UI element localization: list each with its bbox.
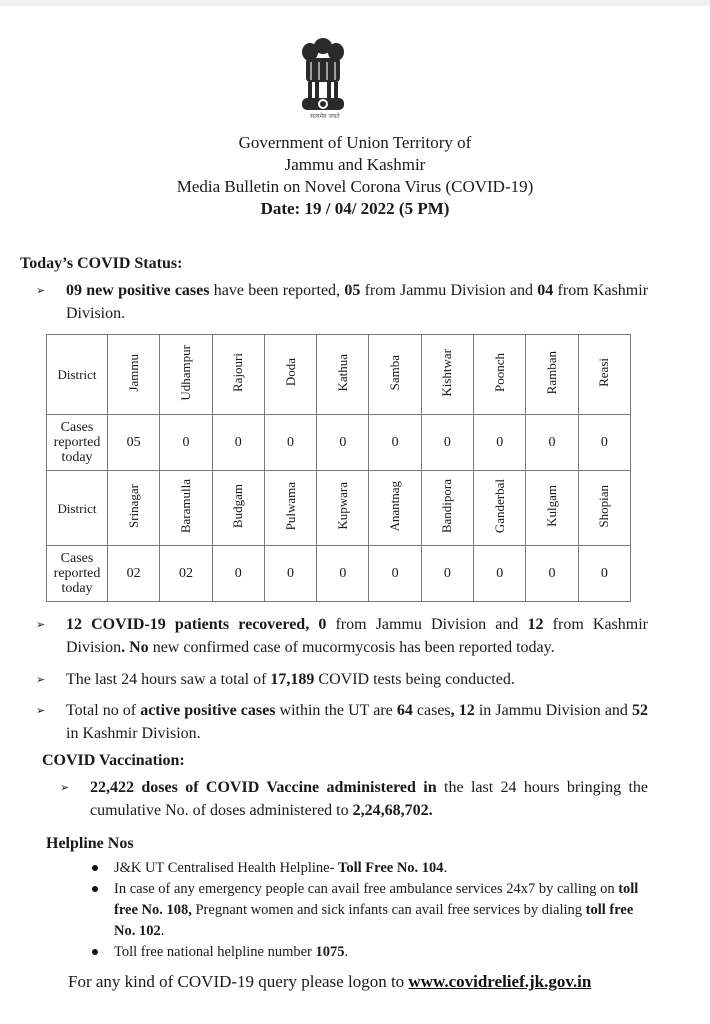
district-name: Baramulla [177, 478, 193, 534]
district-name: Samba [387, 354, 403, 391]
header-bulletin-title: Media Bulletin on Novel Corona Virus (COVID-19) [176, 177, 534, 196]
document-header [0, 132, 710, 220]
case-count: 0 [212, 546, 264, 602]
case-count: 0 [526, 415, 578, 471]
header-date: Date: 19 / 04/ 2022 (5 PM) [260, 199, 450, 218]
covid-status-heading: Today’s COVID Status: [20, 255, 183, 272]
vaccination-heading: COVID Vaccination: [42, 752, 185, 769]
bullet-dot-icon [92, 865, 98, 871]
case-count: 0 [421, 415, 473, 471]
district-name: Pulwama [282, 481, 298, 531]
case-count: 0 [212, 415, 264, 471]
arrow-bullet-icon: ➢ [36, 618, 46, 631]
covidrelief-link[interactable]: www.covidrelief.jk.gov.in [408, 972, 592, 991]
district-name: Udhampur [177, 344, 193, 401]
district-name: Rajouri [230, 353, 246, 392]
case-count: 0 [578, 415, 630, 471]
active-cases-paragraph: ➢ Total no of active positive cases within the UT are 64 cases, 12 in Jammu Division and 52 in Kashmir Division. [66, 699, 648, 745]
list-item: In case of any emergency people can avail free ambulance services 24x7 by calling on toll free No. 108, Pregnant women and sick infants can avail free services by dialing toll free No. 102. [92, 879, 652, 942]
district-name: Ramban [544, 350, 560, 395]
table-row-kashmir-cases [47, 546, 631, 602]
arrow-bullet-icon: ➢ [36, 704, 46, 717]
national-emblem-icon [296, 30, 350, 120]
case-count: 0 [160, 415, 212, 471]
district-name: Jammu [125, 353, 141, 392]
case-count: 0 [264, 415, 316, 471]
case-count: 02 [108, 546, 160, 602]
district-cases-table [46, 334, 631, 602]
case-count: 0 [369, 415, 421, 471]
district-name: Ganderbal [491, 478, 507, 534]
district-name: Srinagar [125, 483, 141, 529]
case-count: 0 [421, 546, 473, 602]
case-count: 0 [578, 546, 630, 602]
arrow-bullet-icon: ➢ [36, 284, 46, 297]
header-government: Government of Union Territory of [238, 133, 472, 152]
district-label: District [47, 335, 108, 415]
header-territory: Jammu and Kashmir [284, 155, 426, 174]
recovered-paragraph: ➢ 12 COVID-19 patients recovered, 0 from Jammu Division and 12 from Kashmir Division. No new confirmed case of mucormycosis has been reported today. [66, 613, 648, 659]
district-name: Kulgam [544, 485, 560, 527]
district-name: Kathua [334, 353, 350, 392]
tests-paragraph: ➢ The last 24 hours saw a total of 17,189 COVID tests being conducted. [66, 668, 648, 691]
table-row-jammu-districts [47, 335, 631, 415]
district-name: Poonch [491, 353, 507, 392]
helpline-heading: Helpline Nos [46, 835, 134, 852]
case-count: 0 [474, 546, 526, 602]
district-name: Doda [282, 358, 298, 387]
emblem-motto: सत्यमेव जयते [310, 113, 340, 120]
case-count: 02 [160, 546, 212, 602]
district-name: Kishtwar [439, 348, 455, 397]
case-count: 0 [526, 546, 578, 602]
arrow-bullet-icon: ➢ [36, 673, 46, 686]
district-name: Anantnag [387, 480, 403, 532]
cases-label: Cases reported today [47, 546, 108, 602]
vaccination-paragraph: ➢ 22,422 doses of COVID Vaccine administered in the last 24 hours bringing the cumulative No. of doses administered to 2,24,68,702. [90, 776, 648, 822]
bullet-dot-icon [92, 949, 98, 955]
case-count: 0 [317, 415, 369, 471]
footer-note: For any kind of COVID-19 query please logon to www.covidrelief.jk.gov.in [68, 972, 592, 991]
district-name: Bandipora [439, 478, 455, 534]
district-label: District [47, 471, 108, 546]
list-item: Toll free national helpline number 1075. [92, 942, 652, 963]
district-name: Shopian [596, 484, 612, 528]
case-count: 0 [474, 415, 526, 471]
list-item: J&K UT Centralised Health Helpline- Toll Free No. 104. [92, 858, 652, 879]
case-count: 05 [108, 415, 160, 471]
case-count: 0 [369, 546, 421, 602]
table-row-jammu-cases [47, 415, 631, 471]
case-count: 0 [317, 546, 369, 602]
new-cases-paragraph: ➢ 09 new positive cases have been reported, 05 from Jammu Division and 04 from Kashmir Division. [66, 279, 648, 325]
arrow-bullet-icon: ➢ [60, 781, 70, 794]
top-bar [0, 0, 710, 6]
district-name: Reasi [596, 358, 612, 387]
helpline-list [92, 858, 652, 963]
cases-label: Cases reported today [47, 415, 108, 471]
district-name: Kupwara [334, 482, 350, 530]
bullet-dot-icon [92, 886, 98, 892]
district-name: Budgam [230, 483, 246, 529]
case-count: 0 [264, 546, 316, 602]
table-row-kashmir-districts [47, 471, 631, 546]
